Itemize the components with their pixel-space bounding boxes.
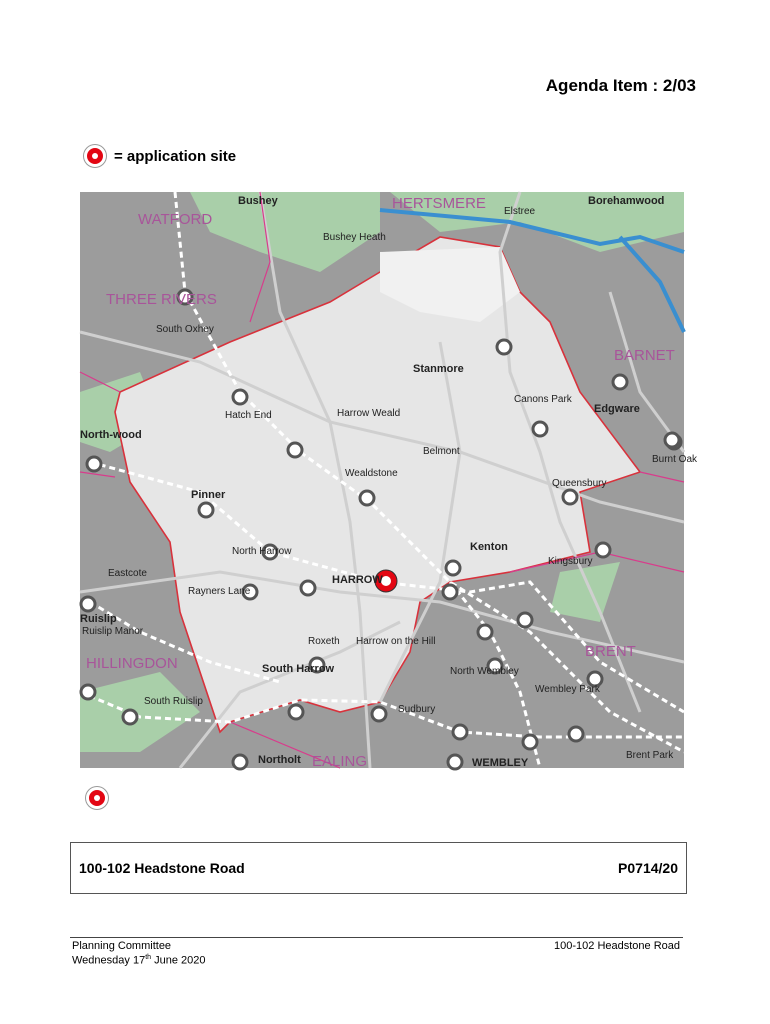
place-label-queensbury: Queensbury bbox=[552, 478, 607, 489]
place-label-south-harrow: South Harrow bbox=[262, 663, 335, 675]
place-label-burnt-oak: Burnt Oak bbox=[652, 454, 698, 465]
meeting-date: Wednesday 17th June 2020 bbox=[72, 954, 206, 967]
station-marker bbox=[301, 581, 315, 595]
place-label-eastcote: Eastcote bbox=[108, 568, 147, 579]
green-area bbox=[80, 672, 200, 752]
place-label-northolt: Northolt bbox=[258, 754, 301, 766]
place-label-wembley: WEMBLEY bbox=[472, 757, 529, 769]
place-label-elstree: Elstree bbox=[504, 206, 536, 217]
station-marker bbox=[665, 433, 679, 447]
place-label-wealdstone: Wealdstone bbox=[345, 468, 398, 479]
place-label-kingsbury: Kingsbury bbox=[548, 556, 593, 567]
place-label-harrow: HARROW bbox=[332, 574, 383, 586]
station-marker bbox=[81, 685, 95, 699]
application-number: P0714/20 bbox=[618, 860, 678, 876]
borough-label-hillingdon: HILLINGDON bbox=[86, 655, 178, 672]
borough-label-ealing: EALING bbox=[312, 753, 368, 770]
place-label-kenton: Kenton bbox=[470, 541, 508, 553]
place-label-south-ruislip: South Ruislip bbox=[144, 696, 203, 707]
station-marker bbox=[453, 725, 467, 739]
place-label-north-wembley: North Wembley bbox=[450, 666, 519, 677]
reference-box bbox=[70, 842, 687, 894]
station-marker bbox=[372, 707, 386, 721]
station-marker bbox=[233, 755, 247, 769]
station-marker bbox=[533, 422, 547, 436]
place-label-canons-park: Canons Park bbox=[514, 394, 572, 405]
place-label-sudbury: Sudbury bbox=[398, 704, 436, 715]
green-area bbox=[550, 562, 620, 622]
station-marker bbox=[443, 585, 457, 599]
place-label-harrow-on-the-hill: Harrow on the Hill bbox=[356, 636, 436, 647]
borough-label-hertsmere: HERTSMERE bbox=[392, 195, 486, 212]
legend bbox=[84, 143, 236, 169]
station-marker bbox=[523, 735, 537, 749]
station-marker bbox=[448, 755, 462, 769]
application-site-marker-icon bbox=[84, 145, 106, 167]
station-marker bbox=[497, 340, 511, 354]
place-label-harrow-weald: Harrow Weald bbox=[337, 408, 401, 419]
station-marker bbox=[199, 503, 213, 517]
site-address: 100-102 Headstone Road bbox=[79, 860, 245, 876]
footer-divider bbox=[70, 937, 683, 938]
footer-address: 100-102 Headstone Road bbox=[554, 940, 680, 952]
station-marker bbox=[569, 727, 583, 741]
committee-name: Planning Committee bbox=[72, 940, 172, 952]
place-label-northwood: North-wood bbox=[80, 429, 142, 441]
station-marker bbox=[87, 457, 101, 471]
footer-meeting-info bbox=[72, 940, 205, 967]
station-marker bbox=[233, 390, 247, 404]
place-label-rayners-lane: Rayners Lane bbox=[188, 586, 251, 597]
borough-label-watford: WATFORD bbox=[138, 211, 213, 228]
station-marker bbox=[613, 375, 627, 389]
place-label-pinner: Pinner bbox=[191, 489, 226, 501]
application-site-marker-icon bbox=[86, 787, 108, 809]
motorway-water bbox=[620, 237, 684, 332]
place-label-stanmore: Stanmore bbox=[413, 363, 464, 375]
place-label-ruislip-manor: Ruislip Manor bbox=[82, 626, 144, 637]
station-marker bbox=[360, 491, 374, 505]
place-label-ruislip: Ruislip bbox=[80, 613, 117, 625]
station-marker bbox=[123, 710, 137, 724]
place-label-south-oxhey: South Oxhey bbox=[156, 324, 214, 335]
place-label-bushey-heath: Bushey Heath bbox=[323, 232, 386, 243]
station-marker bbox=[289, 705, 303, 719]
agenda-item-title: Agenda Item : 2/03 bbox=[545, 76, 696, 95]
place-label-bushey: Bushey bbox=[238, 195, 278, 207]
legend-label: = application site bbox=[114, 147, 237, 165]
station-marker bbox=[478, 625, 492, 639]
location-map bbox=[80, 192, 698, 770]
station-marker bbox=[518, 613, 532, 627]
place-label-brent-park: Brent Park bbox=[626, 750, 674, 761]
place-label-north-harrow: North Harrow bbox=[232, 546, 292, 557]
place-label-edgware: Edgware bbox=[594, 403, 640, 415]
place-label-belmont: Belmont bbox=[423, 446, 460, 457]
place-label-roxeth: Roxeth bbox=[308, 636, 340, 647]
station-marker bbox=[81, 597, 95, 611]
station-marker bbox=[596, 543, 610, 557]
place-label-wembley-park: Wembley Park bbox=[535, 684, 600, 695]
place-label-borehamwood: Borehamwood bbox=[588, 195, 665, 207]
station-marker bbox=[446, 561, 460, 575]
borough-label-three-rivers: THREE RIVERS bbox=[106, 291, 217, 308]
station-marker bbox=[563, 490, 577, 504]
place-label-hatch-end: Hatch End bbox=[225, 410, 272, 421]
borough-label-barnet: BARNET bbox=[614, 347, 675, 364]
station-marker bbox=[288, 443, 302, 457]
map-canvas bbox=[80, 192, 698, 770]
borough-label-brent: BRENT bbox=[585, 643, 636, 660]
